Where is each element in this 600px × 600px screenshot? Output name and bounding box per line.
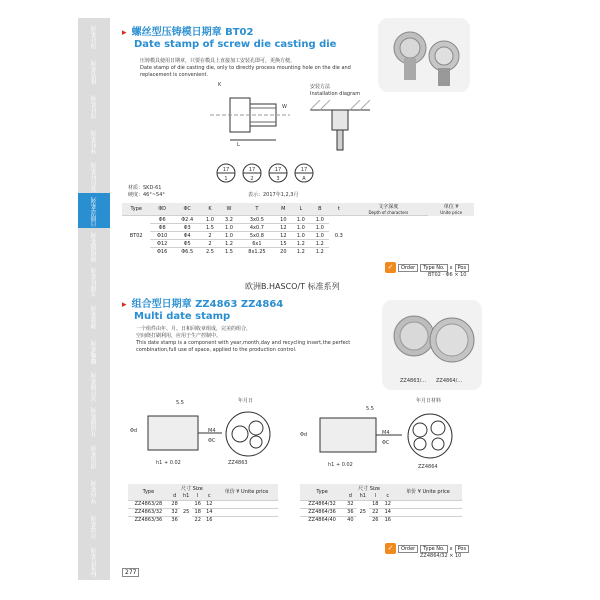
zz4863-table-body xyxy=(128,500,278,524)
zz4864-drawing xyxy=(300,398,460,474)
sidebar-tab-label: 冷却系列 xyxy=(90,514,98,539)
svg-text:A: A xyxy=(302,176,306,182)
t1-sub-d: d xyxy=(169,492,181,500)
section2-title-cn: 组合型日期章 ZZ4863 ZZ4864 xyxy=(131,299,284,310)
zz4863-drawing xyxy=(130,398,280,470)
sidebar-tab[interactable] xyxy=(78,158,110,196)
order-icon-2: ✓ xyxy=(385,543,396,554)
dial-icon-2 xyxy=(242,163,262,183)
sidebar-tab[interactable] xyxy=(78,543,110,581)
sidebar-tab[interactable] xyxy=(78,438,110,476)
t1-sub-h1: h1 xyxy=(180,492,192,500)
svg-text:1: 1 xyxy=(224,176,228,182)
material-note xyxy=(128,185,165,199)
type-no-label-2: Type No. xyxy=(420,545,447,553)
table-cell: 1.2 xyxy=(219,240,238,248)
d1-label-top: 年月日 xyxy=(238,398,254,404)
t2-sub-c: c xyxy=(382,492,394,500)
zz4864-table xyxy=(300,484,462,524)
th-price-cn: 单位 ¥ xyxy=(443,204,459,211)
table-cell: 3.2 xyxy=(219,216,238,224)
table-cell: Φ4 xyxy=(174,232,201,240)
table-cell: 32 xyxy=(344,500,356,508)
table-cell: 1.0 xyxy=(200,216,219,224)
table-cell: 2 xyxy=(200,232,219,240)
th-w: W xyxy=(219,203,238,216)
section1-desc-cn: 压铸模具使用日期章，只要在模具上直接加工安装孔即可，更换方便。 xyxy=(140,58,296,64)
section1-header xyxy=(122,20,336,50)
th-k: K xyxy=(200,203,219,216)
pos-label-2: Pos xyxy=(455,545,470,553)
d2-dim: 5.5 xyxy=(366,406,374,412)
section1-desc-en: Date stamp of die casting die, only to directly process mounting hole on the die and replacement is convenient. xyxy=(140,65,351,78)
arrow-icon: ▸ xyxy=(122,28,127,38)
section2-desc xyxy=(136,326,366,354)
d2-svg xyxy=(312,412,458,462)
d1-dim-m: M4 xyxy=(208,428,216,434)
table-cell: 2.5 xyxy=(200,248,219,256)
table-cell: 12 xyxy=(382,500,394,508)
table-cell: 15 xyxy=(275,240,291,248)
sidebar-tab-label: 日期章系列 xyxy=(90,196,98,227)
t2-price: 单价 ¥ Unite price xyxy=(394,484,462,500)
hardness: 硬度：46°~54° xyxy=(128,192,165,198)
sidebar-tab[interactable] xyxy=(78,298,110,336)
table-cell: 36 xyxy=(344,508,356,516)
sidebar-tab-label: 滑块系列 xyxy=(90,444,98,469)
dial-icon-1 xyxy=(216,163,236,183)
table-row xyxy=(300,500,462,508)
table-cell: 18 xyxy=(369,500,381,508)
table-row xyxy=(300,516,462,524)
sidebar-tab-label: 弹簧系列 xyxy=(90,304,98,329)
section2-header xyxy=(122,292,283,322)
table-cell: Φ2.4 xyxy=(174,216,201,224)
table-cell: 1.2 xyxy=(291,248,310,256)
table-cell: 1.0 xyxy=(310,232,329,240)
table-cell: 16 xyxy=(203,516,215,524)
table-cell: Φ8 xyxy=(150,224,174,232)
table-cell: 20 xyxy=(275,248,291,256)
table-cell: ZZ4863/28 xyxy=(128,500,169,508)
th-m: M xyxy=(275,203,291,216)
th-depth-cn: 文字深度 xyxy=(378,204,399,210)
table-cell: 8x1.25 xyxy=(239,248,276,256)
sidebar-tab[interactable] xyxy=(78,88,110,126)
table-cell: 18 xyxy=(192,508,204,516)
table-cell: 10 xyxy=(275,216,291,224)
sidebar-tab-label: 定位圈系列 xyxy=(90,371,98,402)
t1-sub-l: l xyxy=(192,492,204,500)
table-cell: ZZ4864/36 xyxy=(300,508,344,516)
th-c: ΦC xyxy=(174,203,201,216)
x-label: x xyxy=(449,264,453,271)
order-label-2: Order xyxy=(398,545,418,553)
table-cell: 28 xyxy=(169,500,181,508)
order-icon: ✓ xyxy=(385,262,396,273)
sidebar-tab[interactable] xyxy=(78,333,110,371)
table-cell: 1.0 xyxy=(219,224,238,232)
th-b: B xyxy=(310,203,329,216)
th-t2: t xyxy=(329,203,348,216)
table-cell: 1.2 xyxy=(291,240,310,248)
install-label xyxy=(310,84,360,98)
table-cell: 1.0 xyxy=(291,216,310,224)
pos-label: Pos xyxy=(455,264,470,272)
bt02-drawing xyxy=(200,88,300,150)
desc-cn-2: 空间绕打刷利用，应用于生产控制中。 xyxy=(136,333,222,339)
bt02-photo-art xyxy=(378,18,470,92)
arrow-icon-2: ▸ xyxy=(122,300,127,310)
price-cell xyxy=(394,500,462,508)
table-cell: 1.0 xyxy=(310,224,329,232)
sidebar-tab-label: 顶针系列 xyxy=(90,94,98,119)
sidebar-tab-label: 标准件系列 xyxy=(90,546,98,577)
t1-price: 单价 ¥ Unite price xyxy=(215,484,278,500)
svg-text:17: 17 xyxy=(300,167,308,173)
table-cell: ZZ4863/36 xyxy=(128,516,169,524)
table-cell: 12 xyxy=(275,232,291,240)
t2-sub-d: d xyxy=(344,492,356,500)
photo-label-2: ZZ4864/... xyxy=(436,378,463,384)
sidebar-tab[interactable] xyxy=(78,53,110,91)
d1-dk: Φd xyxy=(130,428,138,434)
table-cell: Φ5 xyxy=(174,240,201,248)
table-cell: 14 xyxy=(382,508,394,516)
section1-title-cn: 螺丝型压铸模日期章 BT02 xyxy=(131,27,254,38)
d1-svg xyxy=(142,410,278,460)
type-no-label: Type No. xyxy=(420,264,447,272)
order-label: Order xyxy=(398,264,418,272)
t1-sub-c: c xyxy=(203,492,215,500)
zz-photo xyxy=(382,300,482,390)
table-cell: 40 xyxy=(344,516,356,524)
page-number: 277 xyxy=(122,568,139,577)
dial-row xyxy=(216,163,314,183)
dim-l-label: L xyxy=(237,142,240,148)
dim-w-label: W xyxy=(282,104,287,110)
d2-name: ZZ4864 xyxy=(418,464,438,470)
table-cell: Φ6.5 xyxy=(174,248,201,256)
table-cell: 12 xyxy=(275,224,291,232)
zz4864-table-body xyxy=(300,500,462,524)
th-price xyxy=(428,203,474,216)
table-cell: 26 xyxy=(369,516,381,524)
table-cell: Φ10 xyxy=(150,232,174,240)
table-cell: 32 xyxy=(169,508,181,516)
d2-dk: Φd xyxy=(300,432,308,438)
zz4863-table-wrap xyxy=(128,484,278,524)
sidebar-tab[interactable] xyxy=(78,508,110,546)
t2-sub-h1: h1 xyxy=(357,492,369,500)
sidebar-tab[interactable] xyxy=(78,368,110,406)
table-cell: 2 xyxy=(200,240,219,248)
sidebar-tab[interactable] xyxy=(78,263,110,301)
dial-icon-4 xyxy=(294,163,314,183)
sidebar-tab[interactable] xyxy=(78,18,110,56)
table-cell: ZZ4864/32 xyxy=(300,500,344,508)
t1-type: Type xyxy=(128,484,169,500)
table-cell: 1.0 xyxy=(291,232,310,240)
table-cell: 1.0 xyxy=(219,232,238,240)
table-cell: 22 xyxy=(192,516,204,524)
table-cell: 16 xyxy=(192,500,204,508)
table-cell: 1.0 xyxy=(291,224,310,232)
sidebar-tab-label: 唧嘴系列 xyxy=(90,339,98,364)
bt02-table-wrap xyxy=(122,203,474,256)
table-cell: Φ3 xyxy=(174,224,201,232)
svg-text:17: 17 xyxy=(222,167,230,173)
table-cell: 12 xyxy=(203,500,215,508)
type-cell: BT02 xyxy=(122,216,150,256)
svg-text:3: 3 xyxy=(276,176,280,182)
table-cell: 25 xyxy=(357,500,369,524)
th-depth xyxy=(348,203,428,216)
table-cell: 5x0.8 xyxy=(239,232,276,240)
photo-label-1: ZZ4863/... xyxy=(400,378,427,384)
sidebar-tab-label: 导向系列 xyxy=(90,479,98,504)
price-cell xyxy=(215,516,278,524)
table-cell: 16 xyxy=(382,516,394,524)
table-cell: ZZ4863/32 xyxy=(128,508,169,516)
table-cell: 6x1 xyxy=(239,240,276,248)
table-cell: 1.2 xyxy=(310,248,329,256)
table-row xyxy=(122,216,474,224)
th-t: T xyxy=(239,203,276,216)
d1-h1: h1 + 0.02 xyxy=(156,460,181,466)
table-cell: 22 xyxy=(369,508,381,516)
desc-cn-1: 一个组件由年、月、日和回收章组成，完美的组合， xyxy=(136,326,252,332)
depth-cell: 0.3 xyxy=(329,216,348,256)
table-row xyxy=(128,516,278,524)
sidebar-tab-label: 开闭器系列 xyxy=(90,406,98,437)
d1-dim-c: ΦC xyxy=(208,438,216,444)
table-row xyxy=(128,500,278,508)
table-cell: Φ16 xyxy=(150,248,174,256)
sidebar-tab[interactable] xyxy=(78,403,110,441)
zz4863-table xyxy=(128,484,278,524)
price-cell xyxy=(215,508,278,516)
th-d: ΦD xyxy=(150,203,174,216)
price-cell xyxy=(215,500,278,508)
install-label-en: Installation diagram xyxy=(310,91,361,97)
install-diagram xyxy=(310,100,370,160)
install-label-cn: 安装方法 xyxy=(310,84,331,90)
table-cell: 1.2 xyxy=(310,240,329,248)
mid-heading: 欧洲B.HASCO/T 标准系列 xyxy=(245,282,340,291)
table-row xyxy=(300,508,462,516)
th-type: Type xyxy=(122,203,150,216)
svg-text:2: 2 xyxy=(250,176,254,182)
bt02-table xyxy=(122,203,474,256)
table-cell: Φ12 xyxy=(150,240,174,248)
t1-size: 尺寸 Size xyxy=(169,484,215,492)
table-cell: 14 xyxy=(203,508,215,516)
d2-dim-c: ΦC xyxy=(382,440,390,446)
d2-label-top: 年月日材料 xyxy=(416,398,442,404)
price-cell xyxy=(394,516,462,524)
d2-h1: h1 + 0.02 xyxy=(328,462,353,468)
section1-desc xyxy=(140,58,360,79)
table-row xyxy=(128,508,278,516)
table-cell: 1.0 xyxy=(310,216,329,224)
th-l: L xyxy=(291,203,310,216)
d1-dim: 5.5 xyxy=(176,400,184,406)
sidebar-tab-label: 顶针系列 xyxy=(90,24,98,49)
dim-k-label: K xyxy=(218,82,222,88)
bt02-table-body xyxy=(122,216,474,256)
desc-en: This date stamp is a component with year,month,day and recycling insert,the perfect combination,full use of space, applied to the production control. xyxy=(136,340,351,353)
sidebar-tab[interactable] xyxy=(78,473,110,511)
sidebar-tab-label: 推管系列 xyxy=(90,59,98,84)
year-note: 表示：2017年1,2,3月 xyxy=(248,192,299,198)
table-cell: 36 xyxy=(169,516,181,524)
price-cell xyxy=(348,216,428,256)
zz-photo-art xyxy=(382,300,482,380)
t2-sub-l: l xyxy=(369,492,381,500)
bt02-photo xyxy=(378,18,470,92)
price-cell xyxy=(394,508,462,516)
material: 材质：SKD-61 xyxy=(128,185,162,191)
sidebar-tab-label: 锁模器系列 xyxy=(90,231,98,262)
table-cell: 4x0.7 xyxy=(239,224,276,232)
d1-name: ZZ4863 xyxy=(228,460,248,466)
table-cell: 3x0.5 xyxy=(239,216,276,224)
svg-text:17: 17 xyxy=(274,167,282,173)
table-cell: ZZ4864/40 xyxy=(300,516,344,524)
sidebar-tab[interactable] xyxy=(78,193,110,231)
zz4864-table-wrap xyxy=(300,484,462,524)
svg-text:17: 17 xyxy=(248,167,256,173)
th-price-en: Unite price xyxy=(440,210,463,216)
order-example-1: BT02 · Φ6 × 10 xyxy=(428,272,467,278)
x-label-2: x xyxy=(449,545,453,552)
section1-title-en: Date stamp of screw die casting die xyxy=(134,39,337,50)
order-example-2: ZZ4864/32 × 10 xyxy=(420,553,462,559)
section2-title-en: Multi date stamp xyxy=(134,311,231,322)
dial-icon-3 xyxy=(268,163,288,183)
sidebar-tab[interactable] xyxy=(78,123,110,161)
table-cell: 25 xyxy=(180,500,192,524)
sidebar-tab[interactable] xyxy=(78,228,110,266)
d2-dim-m: M4 xyxy=(382,430,390,436)
sidebar-tab-label: 导柱系列 xyxy=(90,129,98,154)
table-cell: 1.5 xyxy=(219,248,238,256)
sidebar-tab-label: 复位杆系列 xyxy=(90,161,98,192)
t2-size: 尺寸 Size xyxy=(344,484,394,492)
t2-type: Type xyxy=(300,484,344,500)
table-cell: 1.5 xyxy=(200,224,219,232)
sidebar-tab-label: 支撑柱系列 xyxy=(90,266,98,297)
table-cell: Φ6 xyxy=(150,216,174,224)
th-depth-en: Depth of characters xyxy=(368,210,409,215)
